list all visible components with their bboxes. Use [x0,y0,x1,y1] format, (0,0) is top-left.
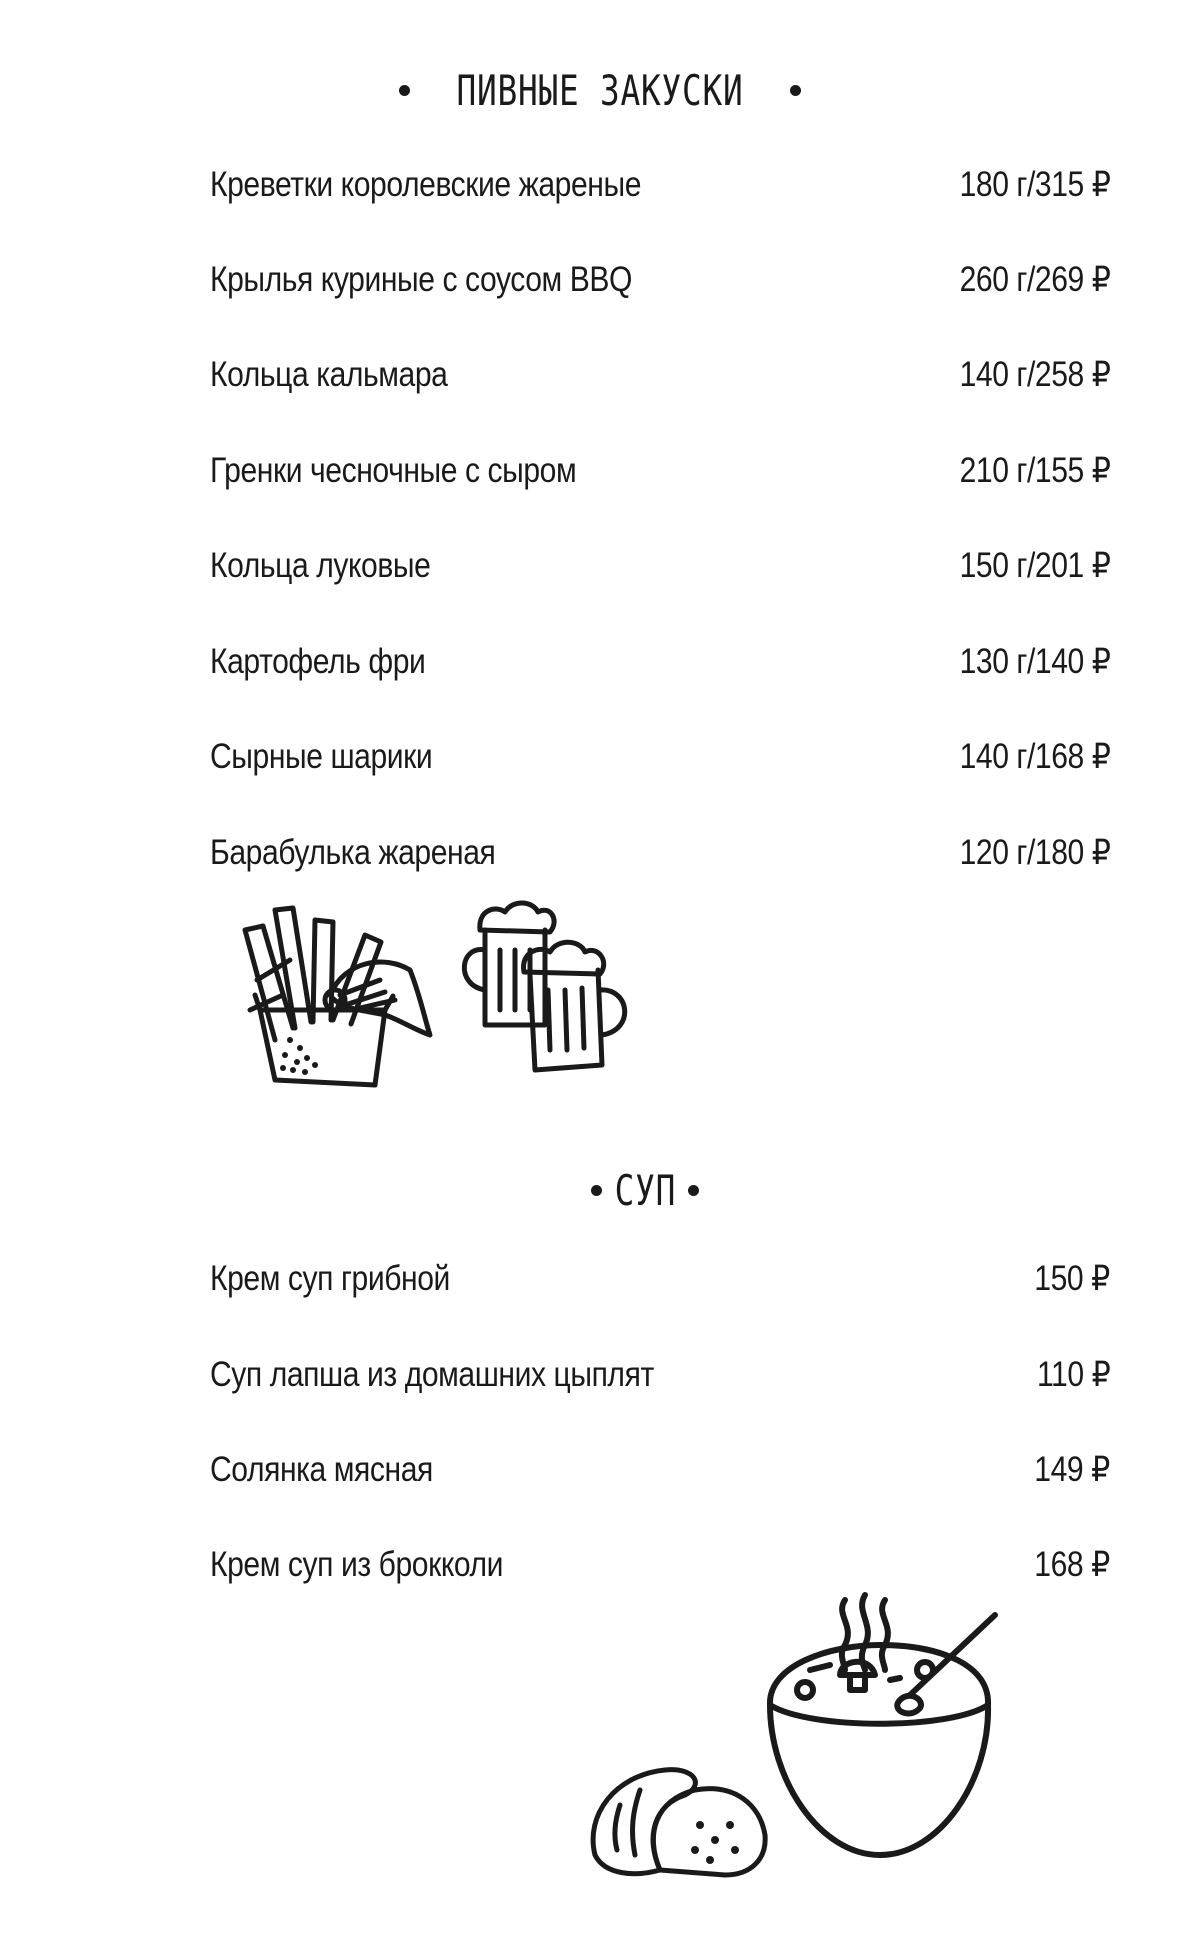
item-price: 110 ₽ [1036,1355,1110,1394]
fries-and-wings-icon [235,900,435,1090]
section-heading-soup [45,1160,1200,1220]
item-name: Кольца кальмара [210,355,448,394]
menu-item [210,1540,1110,1590]
item-name: Креветки королевские жареные [210,165,642,204]
menu-item [210,1445,1110,1495]
menu-item [210,350,1110,400]
bullet-dot [688,1185,699,1196]
menu-item [210,828,1110,878]
item-price: 180 г/315 ₽ [959,165,1110,204]
soup-bowl-icon [750,1590,1010,1860]
menu-item [210,160,1110,210]
item-price: 260 г/269 ₽ [959,260,1110,299]
item-price: 130 г/140 ₽ [959,642,1110,681]
section-heading-beer-snacks [0,60,1200,120]
bullet-dot [790,85,801,96]
item-name: Барабулька жареная [210,833,496,872]
item-price: 150 ₽ [1034,1259,1110,1298]
bullet-dot [591,1185,602,1196]
item-name: Сырные шарики [210,737,433,776]
item-name: Солянка мясная [210,1450,433,1489]
item-name: Картофель фри [210,642,426,681]
item-name: Крылья куриные с соусом BBQ [210,260,633,299]
bullet-dot [399,85,410,96]
item-name: Кольца луковые [210,546,431,585]
item-price: 120 г/180 ₽ [959,833,1110,872]
item-price: 150 г/201 ₽ [959,546,1110,585]
item-name: Гренки чесночные с сыром [210,451,577,490]
menu-item [210,541,1110,591]
menu-item [210,446,1110,496]
beer-mugs-icon [450,890,640,1075]
item-price: 149 ₽ [1034,1450,1110,1489]
item-price: 140 г/258 ₽ [959,355,1110,394]
section-title: СУП [614,1165,676,1215]
menu-item [210,1254,1110,1304]
item-price: 210 г/155 ₽ [959,451,1110,490]
bread-icon [585,1755,770,1885]
menu-item [210,637,1110,687]
section-title: ПИВНЫЕ ЗАКУСКИ [456,65,744,115]
menu-item [210,255,1110,305]
menu-item [210,1350,1110,1400]
menu-item [210,732,1110,782]
item-price: 140 г/168 ₽ [959,737,1110,776]
item-name: Крем суп грибной [210,1259,450,1298]
item-name: Крем суп из брокколи [210,1545,504,1584]
item-name: Суп лапша из домашних цыплят [210,1355,654,1394]
item-price: 168 ₽ [1034,1545,1110,1584]
